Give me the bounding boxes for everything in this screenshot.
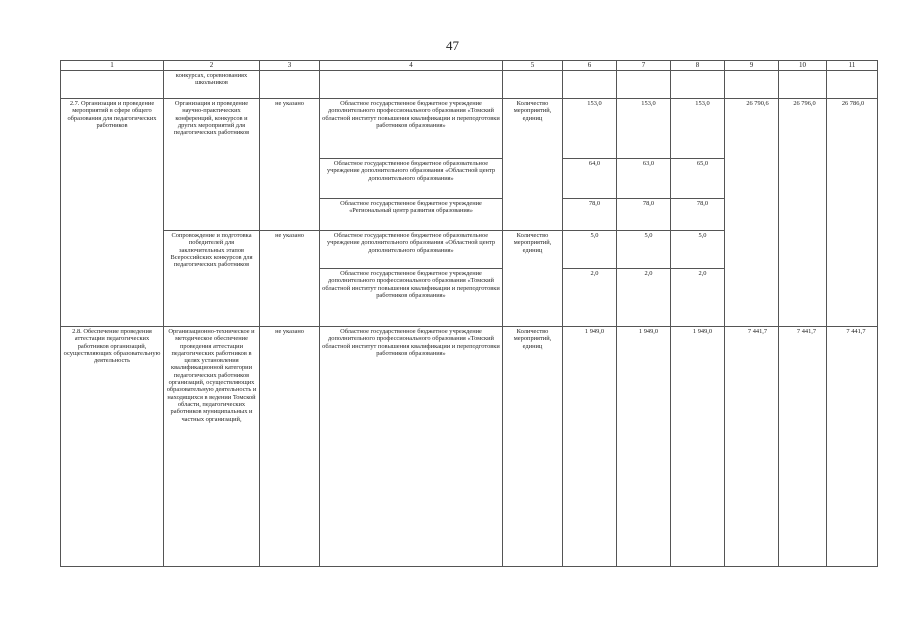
data-table xyxy=(60,60,878,567)
cont-cell-1 xyxy=(61,71,164,99)
header-cell-10: 10 xyxy=(779,61,827,71)
row-2-8-val-9: 7 441,7 xyxy=(725,327,779,567)
header-cell-1: 1 xyxy=(61,61,164,71)
row-2-7-task-2-indicator: Количество мероприятий, единиц xyxy=(503,231,563,327)
row-2-7-task-1-org-2-val-6: 64,0 xyxy=(563,159,617,199)
cont-cell-7 xyxy=(617,71,671,99)
row-2-7-task-1-deadline: не указано xyxy=(260,99,320,231)
row-2-7-task-1-org-2-val-8: 65,0 xyxy=(671,159,725,199)
row-2-7-task-1-org-1-val-8: 153,0 xyxy=(671,99,725,159)
header-cell-3: 3 xyxy=(260,61,320,71)
row-2-7-task-2-org-1-val-6: 5,0 xyxy=(563,231,617,269)
cont-cell-8 xyxy=(671,71,725,99)
cont-cell-3 xyxy=(260,71,320,99)
row-2-8-title: 2.8. Обеспечение проведения аттестации педагогических работников организаций, осуществляющих образовательную деятельность xyxy=(61,327,164,567)
cont-cell-4 xyxy=(320,71,503,99)
row-2-7-task-2-org-1-val-7: 5,0 xyxy=(617,231,671,269)
row-2-8-task: Организационно-техническое и методическое обеспечение проведения аттестации педагогических работников в целях установления квалификационной категории педагогических работников организаций, осуществляющих образовательную деятельность и находящихся в ведении Томской области, педагогических работников муниципальных и частных организаций, xyxy=(164,327,260,567)
row-2-8-val-6: 1 949,0 xyxy=(563,327,617,567)
row-2-7-task-2-org-2-val-8: 2,0 xyxy=(671,269,725,327)
row-2-7-task-1: Организация и проведение научно-практических конференций, конкурсов и других мероприятий для педагогических работников xyxy=(164,99,260,231)
row-2-7-task-1-org-1: Областное государственное бюджетное учреждение дополнительного профессионального образования «Томский областной институт повышения квалификации и переподготовки работников образования» xyxy=(320,99,503,159)
row-2-8-org: Областное государственное бюджетное учреждение дополнительного профессионального образования «Томский областной институт повышения квалификации и переподготовки работников образования» xyxy=(320,327,503,567)
row-2-7-task-1-org-3-val-6: 78,0 xyxy=(563,199,617,231)
continuation-row xyxy=(61,71,878,99)
page-number: 47 xyxy=(446,38,459,53)
row-2-7-task-1-org-3-val-7: 78,0 xyxy=(617,199,671,231)
table-row xyxy=(61,99,878,159)
row-2-7-val-9: 26 790,6 xyxy=(725,99,779,327)
row-2-7-title: 2.7. Организация и проведение мероприятий в сфере общего образования для педагогических работников xyxy=(61,99,164,327)
header-row xyxy=(61,61,878,71)
row-2-8-deadline: не указано xyxy=(260,327,320,567)
row-2-7-task-1-org-2: Областное государственное бюджетное образовательное учреждение дополнительного образования «Областной центр дополнительного образования» xyxy=(320,159,503,199)
row-2-7-task-1-org-3-val-8: 78,0 xyxy=(671,199,725,231)
cont-cell-9 xyxy=(725,71,779,99)
row-2-7-task-1-org-3: Областное государственное бюджетное учреждение «Региональный центр развития образования» xyxy=(320,199,503,231)
cont-cell-11 xyxy=(827,71,878,99)
row-2-7-task-2-org-2-val-6: 2,0 xyxy=(563,269,617,327)
row-2-7-val-10: 26 796,0 xyxy=(779,99,827,327)
row-2-8-val-8: 1 949,0 xyxy=(671,327,725,567)
cont-cell-6 xyxy=(563,71,617,99)
row-2-7-task-2-org-1: Областное государственное бюджетное образовательное учреждение дополнительного образования «Областной центр дополнительного образования» xyxy=(320,231,503,269)
row-2-7-task-2-org-2: Областное государственное бюджетное учреждение дополнительного профессионального образования «Томский областной институт повышения квалификации и переподготовки работников образования» xyxy=(320,269,503,327)
row-2-8-val-10: 7 441,7 xyxy=(779,327,827,567)
table-row xyxy=(61,327,878,567)
header-cell-7: 7 xyxy=(617,61,671,71)
header-cell-6: 6 xyxy=(563,61,617,71)
header-cell-5: 5 xyxy=(503,61,563,71)
cont-task-text: конкурсах, соревнованиях школьников xyxy=(164,71,260,99)
row-2-7-task-2-deadline: не указано xyxy=(260,231,320,327)
header-cell-8: 8 xyxy=(671,61,725,71)
row-2-7-val-11: 26 786,0 xyxy=(827,99,878,327)
row-2-8-val-11: 7 441,7 xyxy=(827,327,878,567)
header-cell-2: 2 xyxy=(164,61,260,71)
cont-cell-5 xyxy=(503,71,563,99)
row-2-7-task-1-org-1-val-7: 153,0 xyxy=(617,99,671,159)
row-2-7-task-2-org-2-val-7: 2,0 xyxy=(617,269,671,327)
row-2-7-task-1-org-1-val-6: 153,0 xyxy=(563,99,617,159)
row-2-8-val-7: 1 949,0 xyxy=(617,327,671,567)
row-2-7-task-1-org-2-val-7: 63,0 xyxy=(617,159,671,199)
row-2-7-task-2-org-1-val-8: 5,0 xyxy=(671,231,725,269)
row-2-7-task-1-indicator: Количество мероприятий, единиц xyxy=(503,99,563,231)
row-2-7-task-2: Сопровождение и подготовка победителей для заключительных этапов Всероссийских конкурсов для педагогических работников xyxy=(164,231,260,327)
row-2-8-indicator: Количество мероприятий, единиц xyxy=(503,327,563,567)
header-cell-11: 11 xyxy=(827,61,878,71)
cont-cell-10 xyxy=(779,71,827,99)
header-cell-4: 4 xyxy=(320,61,503,71)
header-cell-9: 9 xyxy=(725,61,779,71)
